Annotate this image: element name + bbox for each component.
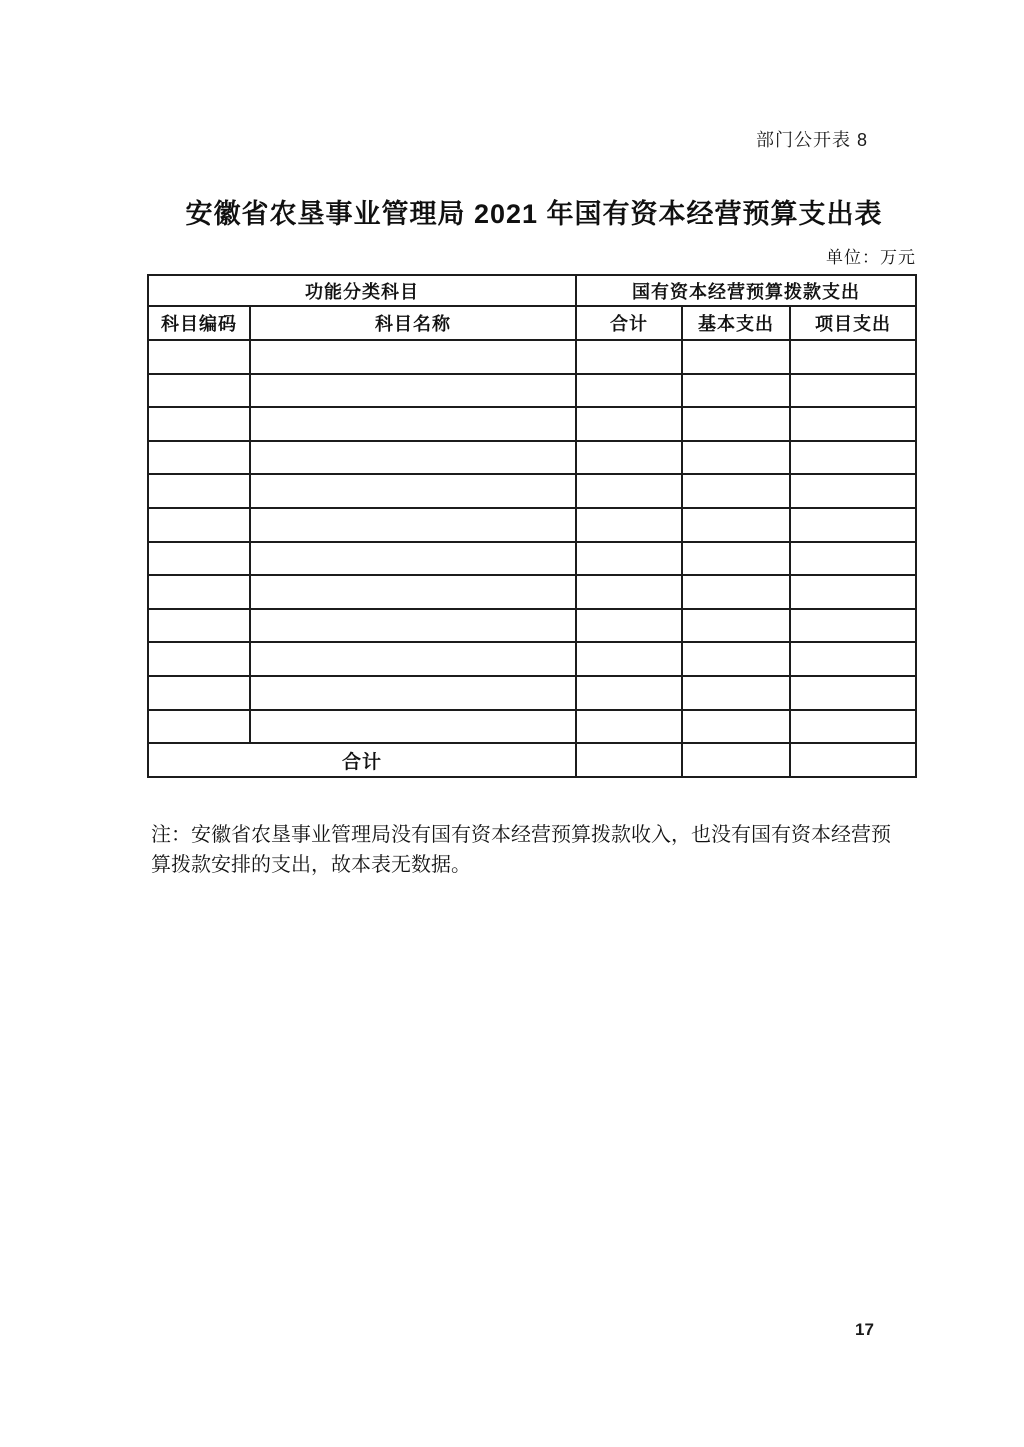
empty-cell [250,609,576,643]
empty-cell [148,676,250,710]
empty-cell [682,374,790,408]
empty-cell [148,642,250,676]
empty-cell [790,374,916,408]
table-row [148,441,916,475]
empty-cell [576,407,682,441]
footnote [151,820,941,880]
column-header-subject-code: 科目编码 [148,306,250,340]
table-row [148,609,916,643]
column-header-subject-name: 科目名称 [250,306,576,340]
empty-cell [576,575,682,609]
column-header-project-expenditure: 项目支出 [790,306,916,340]
empty-cell [682,676,790,710]
empty-cell [148,407,250,441]
table-row [148,676,916,710]
column-header-total: 合计 [576,306,682,340]
empty-cell [682,441,790,475]
empty-cell [148,542,250,576]
empty-cell [790,676,916,710]
empty-cell [576,340,682,374]
empty-cell [682,710,790,744]
empty-cell [790,609,916,643]
unit-label: 单位：万元 [826,248,916,267]
budget-table [147,274,917,778]
empty-cell [790,474,916,508]
empty-cell [790,508,916,542]
table-row [148,407,916,441]
empty-cell [576,642,682,676]
empty-cell [790,575,916,609]
empty-cell [576,374,682,408]
empty-cell [576,508,682,542]
total-value-cell [576,743,682,777]
table-row [148,542,916,576]
table-row [148,508,916,542]
empty-cell [148,374,250,408]
empty-cell [250,374,576,408]
footnote-line-1: 注：安徽省农垦事业管理局没有国有资本经营预算拨款收入，也没有国有资本经营预 [151,824,891,846]
table-row [148,575,916,609]
table-body [148,340,916,743]
empty-cell [576,474,682,508]
empty-cell [250,441,576,475]
empty-cell [790,642,916,676]
empty-cell [250,407,576,441]
empty-cell [250,642,576,676]
empty-cell [682,609,790,643]
table-row [148,340,916,374]
empty-cell [250,508,576,542]
empty-cell [576,710,682,744]
page-title: 安徽省农垦事业管理局 2021 年国有资本经营预算支出表 [185,199,883,229]
empty-cell [790,441,916,475]
table-row [148,474,916,508]
empty-cell [148,575,250,609]
empty-cell [790,542,916,576]
empty-cell [682,407,790,441]
empty-cell [148,340,250,374]
empty-cell [250,575,576,609]
empty-cell [790,710,916,744]
budget-table-container [147,274,917,778]
empty-cell [682,575,790,609]
empty-cell [148,441,250,475]
empty-cell [576,441,682,475]
form-number-label: 部门公开表 8 [756,130,869,150]
empty-cell [576,609,682,643]
empty-cell [682,508,790,542]
empty-cell [250,474,576,508]
total-row [148,743,916,777]
empty-cell [682,474,790,508]
empty-cell [250,710,576,744]
empty-cell [148,710,250,744]
table-column-header-row [148,306,916,340]
footnote-line-2: 算拨款安排的支出，故本表无数据。 [151,854,471,876]
table-group-header-row [148,275,916,306]
empty-cell [148,474,250,508]
empty-cell [790,340,916,374]
empty-cell [148,508,250,542]
empty-cell [250,676,576,710]
empty-cell [250,542,576,576]
empty-cell [148,609,250,643]
column-header-basic-expenditure: 基本支出 [682,306,790,340]
empty-cell [250,340,576,374]
group-header-function-category: 功能分类科目 [148,275,576,306]
empty-cell [576,542,682,576]
page-number: 17 [855,1320,874,1339]
total-value-cell [682,743,790,777]
empty-cell [790,407,916,441]
empty-cell [576,676,682,710]
table-row [148,710,916,744]
table-row [148,642,916,676]
empty-cell [682,340,790,374]
group-header-state-capital-expenditure: 国有资本经营预算拨款支出 [576,275,916,306]
empty-cell [682,642,790,676]
empty-cell [682,542,790,576]
table-row [148,374,916,408]
total-value-cell [790,743,916,777]
total-row-label: 合计 [148,743,576,777]
